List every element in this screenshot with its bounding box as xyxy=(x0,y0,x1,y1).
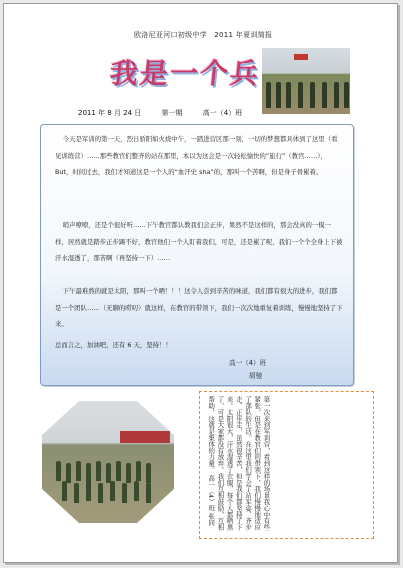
sidebar-signature-name: 张同 xyxy=(207,512,216,526)
article-box xyxy=(40,124,354,386)
soldier-figure xyxy=(98,483,103,503)
building-roof xyxy=(120,431,170,443)
issue-date: 2011 年 8 月 24 日 xyxy=(78,109,142,117)
soldier-figure xyxy=(334,82,339,108)
soldier-figure xyxy=(86,463,91,483)
soldier-figure xyxy=(116,461,121,481)
issue-class: 高一（4）班 xyxy=(202,109,243,117)
soldier-figure xyxy=(76,461,81,481)
soldier-figure xyxy=(146,483,151,503)
soldier-figure xyxy=(66,463,71,483)
header-line: 欧洛尼亚河口初级中学 2011 年夏训简报 xyxy=(134,31,273,39)
soldier-figure xyxy=(286,82,291,108)
article-paragraph: 总而言之，加油吧，还有 6 天，坚持！！ xyxy=(55,341,172,349)
soldier-figure xyxy=(56,461,61,481)
sidebar-signature-class: 高一（4）班 xyxy=(207,474,216,511)
page xyxy=(3,3,398,563)
soldier-figure xyxy=(344,82,349,108)
sidebar-text: 第一次来到军训营，看到这样的场景我心中有些紧张，但是在教官们的带领下，我们慢慢地适应了部队的生活。在这里我们学会了站军姿、齐步走、正步走，虽然很辛苦，但是我们都坚持了下来。太阳很大，汗水湿透了衣服，每个人都晒黑了，可是大家都没有放弃。我们互相鼓励，互相帮助，这就是集体的力量。 xyxy=(207,396,271,531)
soldier-figure xyxy=(106,463,111,483)
soldier-figure xyxy=(266,82,271,108)
soldier-figure xyxy=(110,481,115,501)
soldier-figure xyxy=(86,481,91,501)
article-paragraph: 哨声嘹嘹，还是个很好听……下午教官都认教我们会正步，果然不是这样的，那会没真的一模一样，居然就是踏步正步踢不好，教官他们一个人盯着我们，可是，还是累了呢，我们一个个全身上下被汗水湿透了，那苦啊（再坚持一下）…… xyxy=(55,221,343,262)
soldier-figure xyxy=(126,463,131,483)
soldier-figure xyxy=(134,481,139,501)
article-signature-class: 高一（4）班 xyxy=(229,359,267,367)
page-title: 我是一个兵 xyxy=(108,57,262,90)
flag xyxy=(294,54,308,60)
soldier-figure xyxy=(298,82,303,108)
issue-number: 第一期 xyxy=(161,109,183,117)
soldier-figure xyxy=(146,463,151,483)
soldier-figure xyxy=(322,82,327,108)
soldier-figure xyxy=(74,483,79,503)
sidebar-vertical-text xyxy=(206,396,270,534)
soldier-figure xyxy=(310,82,315,108)
soldier-figure xyxy=(276,82,281,108)
soldier-figure xyxy=(62,481,67,501)
article-paragraph: 下午最难熬的就是太阳，那叫一个晒！！！这令人尝到辛苦的味道，我们都有很大的进步，我们都是一个团队……（无聊的唠叨）就这样，在教官的带领下，我们一次次地重复着训练，慢慢地坚持了下来。 xyxy=(55,287,343,328)
photo-soldiers-top xyxy=(262,48,350,114)
soldier-figure xyxy=(96,461,101,481)
soldier-figure xyxy=(136,461,141,481)
issue-info xyxy=(78,108,260,118)
sidebar-text-box xyxy=(199,391,374,539)
article-paragraph: 今天是军训的第一天，烈日骄阳如火烧中午，一踏进营区那一刻，一切的梦想都具体到了这里（看见训练营）……那些教官们整齐的站在那里，本以为这会是一次轻松愉快的“旅行”（教官……），But，时间过去，我们才知道这是一个人的“血汗史 sha”的，那叫一个苦啊，但是身子骨累着。 xyxy=(55,135,338,176)
article-signature-name: 胡驰 xyxy=(249,372,263,380)
photo-soldiers-octagon xyxy=(42,401,174,523)
soldier-figure xyxy=(122,483,127,503)
